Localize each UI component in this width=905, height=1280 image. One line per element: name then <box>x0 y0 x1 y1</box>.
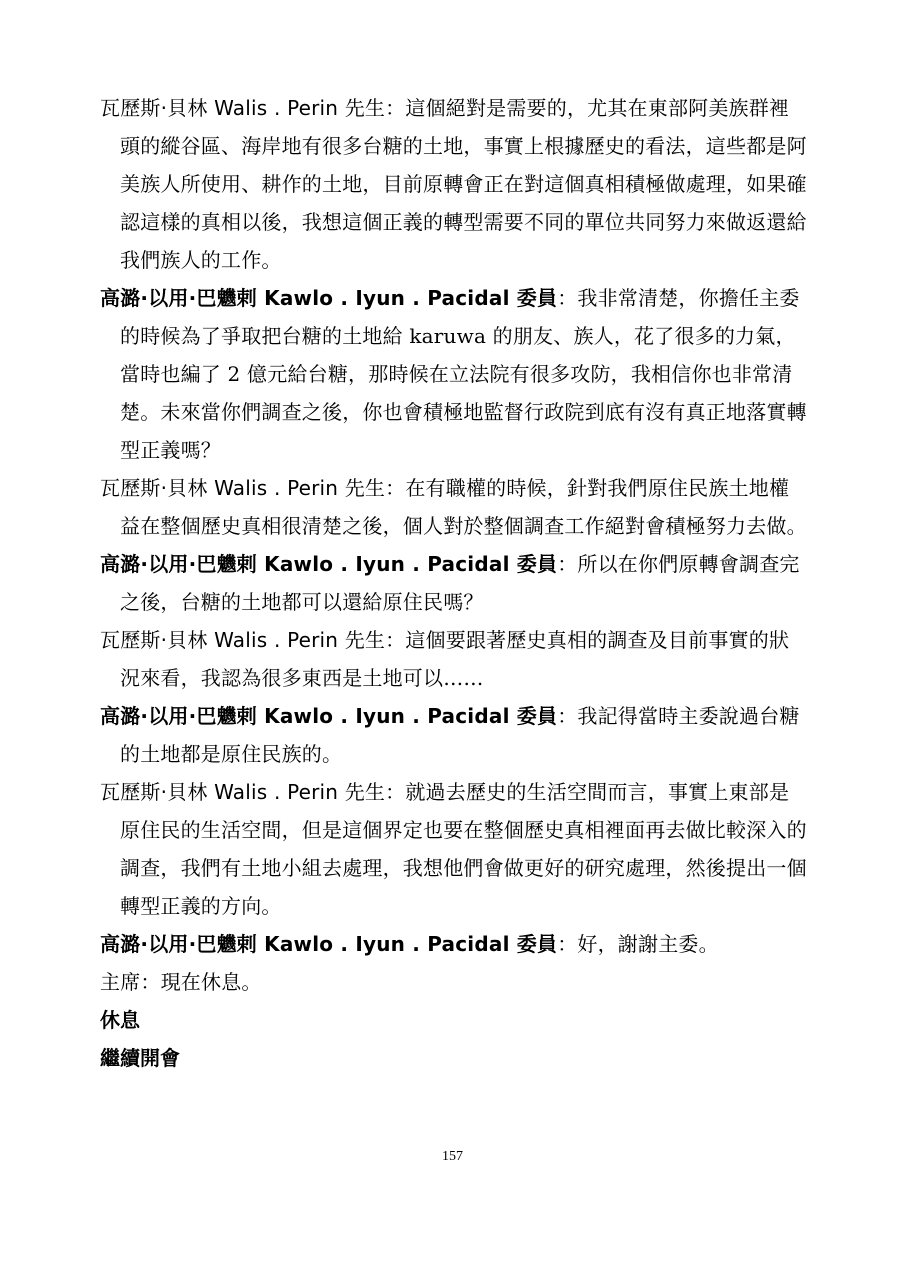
speaker-separator: ： <box>557 704 578 728</box>
speech-text: 在有職權的時候，針對我們原住民族土地權益在整個歷史真相很清楚之後，個人對於整個調查工作絕對會積極努力去做。 <box>120 476 807 538</box>
speech-text: 我記得當時主委說過台糖的土地都是原住民族的。 <box>120 704 800 766</box>
transcript-paragraph <box>100 469 808 545</box>
speaker-name: 瓦歷斯·貝林 Walis . Perin 先生 <box>100 96 386 120</box>
speech-text: 好，謝謝主委。 <box>577 932 719 956</box>
transcript-paragraph <box>100 621 808 697</box>
speaker-separator: ： <box>385 96 406 120</box>
page-number: 157 <box>442 1149 463 1164</box>
transcript-paragraph <box>100 89 808 279</box>
speaker-separator: ： <box>385 628 406 652</box>
speaker-separator: ： <box>557 932 578 956</box>
transcript-paragraph <box>100 697 808 773</box>
speaker-separator: ： <box>385 476 406 500</box>
transcript-paragraph <box>100 545 808 621</box>
speaker-separator: ： <box>140 970 161 994</box>
speaker-name: 高潞·以用·巴魕剌 Kawlo . Iyun . Pacidal 委員 <box>100 286 558 310</box>
speech-text: 所以在你們原轉會調查完之後，台糖的土地都可以還給原住民嗎？ <box>120 552 800 614</box>
speaker-name: 瓦歷斯·貝林 Walis . Perin 先生 <box>100 628 386 652</box>
speech-text: 就過去歷史的生活空間而言，事實上東部是原住民的生活空間，但是這個界定也要在整個歷史真相裡面再去做比較深入的調查，我們有土地小組去處理，我想他們會做更好的研究處理，然後提出一個轉型正義的方向。 <box>120 780 807 918</box>
speaker-name: 高潞·以用·巴魕剌 Kawlo . Iyun . Pacidal 委員 <box>100 932 558 956</box>
transcript-paragraph <box>100 279 808 469</box>
section-heading-recess: 休息 <box>100 1008 140 1032</box>
transcript-paragraph <box>100 963 808 1001</box>
speaker-name: 瓦歷斯·貝林 Walis . Perin 先生 <box>100 476 386 500</box>
speaker-name: 高潞·以用·巴魕剌 Kawlo . Iyun . Pacidal 委員 <box>100 552 558 576</box>
speech-text: 我非常清楚，你擔任主委的時候為了爭取把台糖的土地給 karuwa 的朋友、族人，花了很多的力氣，當時也編了 2 億元給台糖，那時候在立法院有很多攻防，我相信你也非常清楚。未來當你們調查之後，你也會積極地監督行政院到底有沒有真正地落實轉型正義嗎？ <box>120 286 807 462</box>
speech-text: 這個絕對是需要的，尤其在東部阿美族群裡頭的縱谷區、海岸地有很多台糖的土地，事實上根據歷史的看法，這些都是阿美族人所使用、耕作的土地，目前原轉會正在對這個真相積極做處理，如果確認這樣的真相以後，我想這個正義的轉型需要不同的單位共同努力來做返還給我們族人的工作。 <box>120 96 807 272</box>
speech-text: 現在休息。 <box>160 970 262 994</box>
speech-text: 這個要跟著歷史真相的調查及目前事實的狀況來看，我認為很多東西是土地可以…… <box>120 628 790 690</box>
speaker-name: 瓦歷斯·貝林 Walis . Perin 先生 <box>100 780 386 804</box>
speaker-name: 高潞·以用·巴魕剌 Kawlo . Iyun . Pacidal 委員 <box>100 704 558 728</box>
speaker-separator: ： <box>385 780 406 804</box>
section-heading-resume: 繼續開會 <box>100 1046 180 1070</box>
transcript-paragraph <box>100 925 808 963</box>
transcript-body <box>100 89 808 1077</box>
transcript-paragraph <box>100 773 808 925</box>
speaker-name: 主席 <box>100 970 141 994</box>
speaker-separator: ： <box>557 286 578 310</box>
speaker-separator: ： <box>557 552 578 576</box>
